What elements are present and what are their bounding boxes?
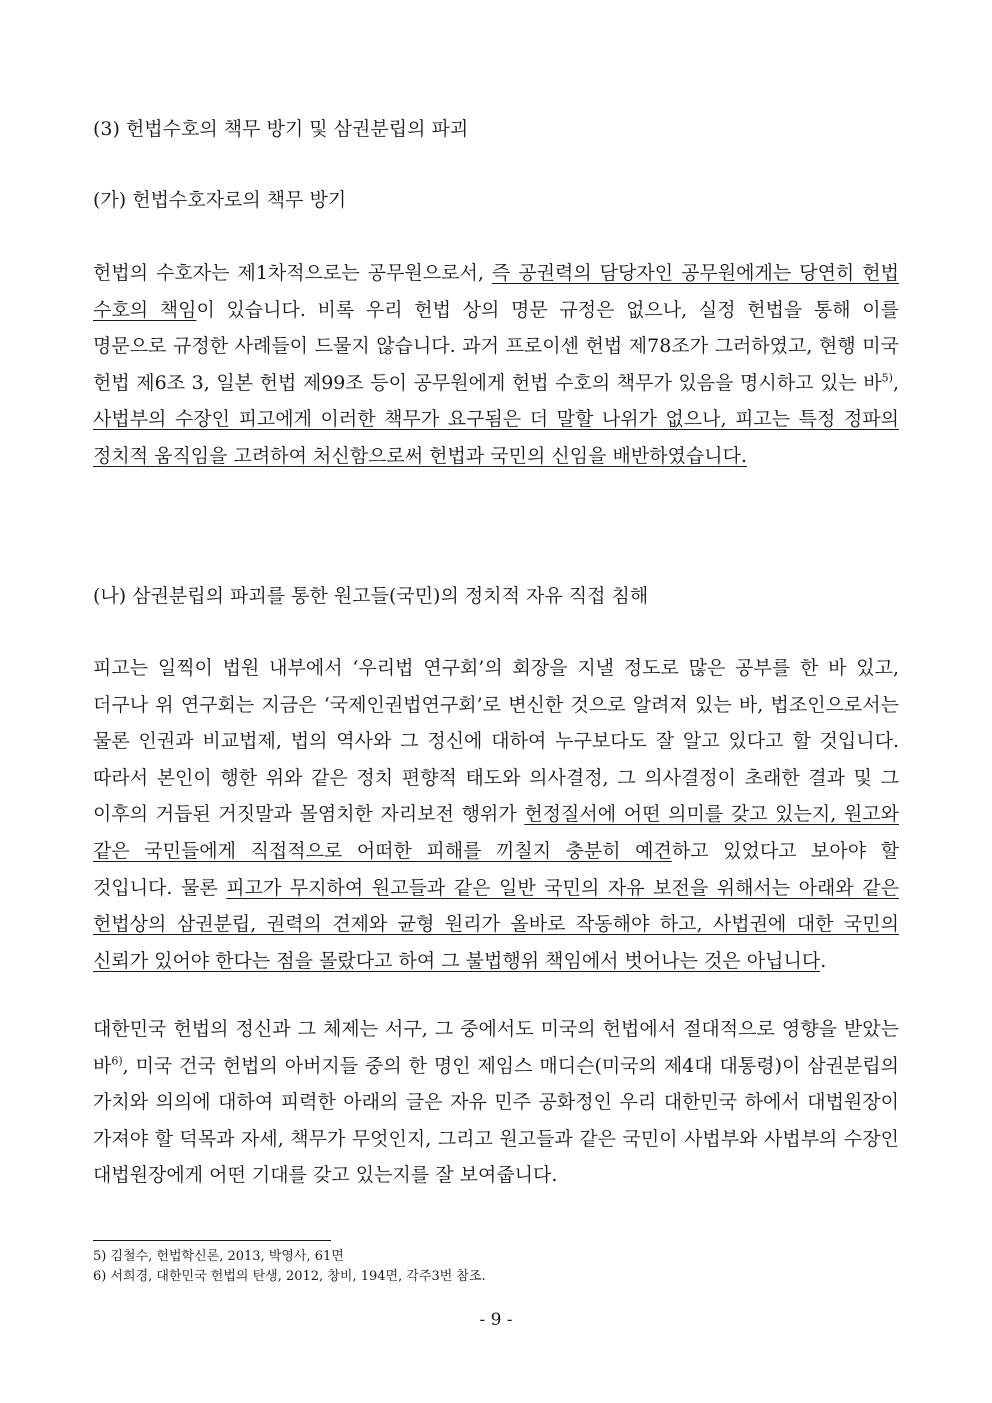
section-heading: (3) 헌법수호의 책무 방기 및 삼권분립의 파괴 <box>93 118 469 140</box>
p2-text-1: 피고는 일찍이 법원 내부에서 ‘우리법 연구회’의 회장을 지낼 정도로 많은 공부를 한 바 있고, 더구나 위 연구회는 지금은 ‘국제인권법연구회’로 변신한 것으로 알려져 있는 바, 법조인으로서는 물론 인권과 비교법제, 법의 역사와 그 정신에 대하여 누구보다도 잘 알고 있다고 할 것입니다. 따라서 본인이 행한 위와 같은 정치 편향적 태도와 의사결정, 그 의사결정이 초래한 결과 및 그 이후의 거듭된 거짓말과 몰염치한 자리보전 행위가 <box>93 657 899 826</box>
p1-text-1: 헌법의 수호자는 제1차적으로는 공무원으로서, <box>93 262 492 284</box>
paragraph-3 <box>93 1011 899 1194</box>
p1-text-2: 이 있습니다. 비록 우리 헌법 상의 명문 규정은 없으나, 실정 헌법을 통해 이를 명문으로 규정한 사례들이 드물지 않습니다. 과거 프로이센 헌법 제78조가 그러하였고, 현행 미국 헌법 제6조 3, 일본 헌법 제99조 등이 공무원에게 헌법 수호의 책무가 있음을 명시하고 있는 바 <box>93 298 899 394</box>
paragraph-1 <box>93 255 899 475</box>
footnote-ref-6: 6) <box>111 1054 123 1068</box>
p1-underlined-1: 즉 공권력의 담당자인 공무원에게는 당연히 헌법 수호의 책임 <box>93 262 900 321</box>
footnote-5: 5) 김철수, 헌법학신론, 2013, 박영사, 61면 <box>93 1249 344 1264</box>
paragraph-2 <box>93 650 899 979</box>
p2-text-2: 하고 있었다고 보아야 할 것입니다. 물론 <box>93 839 899 899</box>
p2-text-3: . <box>820 949 827 972</box>
p1-text-3: , <box>892 371 899 394</box>
p2-underlined-2: 피고가 무지하여 원고들과 같은 일반 국민의 자유 보전을 위해서는 아래와 같은 헌법상의 삼권분립, 권력의 견제와 균형 원리가 올바로 작동해야 하고, 사법권에 대한 국민의 신뢰가 있어야 한다는 점을 몰랐다고 하여 그 불법행위 책임에서 벗어나는 것은 아닙니다 <box>93 876 899 972</box>
footnote-6: 6) 서희경, 대한민국 헌법의 탄생, 2012, 창비, 194면, 각주3번 참조. <box>93 1269 486 1284</box>
p1-underlined-2: 사법부의 수장인 피고에게 이러한 책무가 요구됨은 더 말할 나위가 없으나, 피고는 특정 정파의 정치적 움직임을 고려하여 처신함으로써 헌법과 국민의 신임을 배반하였습니다. <box>93 408 899 467</box>
p2-underlined-1: 헌정질서에 어떤 의미를 갖고 있는지, 원고와 같은 국민들에게 직접적으로 어떠한 피해를 끼칠지 충분히 예견 <box>93 803 899 862</box>
page-number: - 9 - <box>479 1310 513 1330</box>
p3-text-2: , 미국 건국 헌법의 아버지들 중의 한 명인 제임스 매디슨(미국의 제4대 대통령)이 삼권분립의 가치와 의의에 대하여 피력한 아래의 글은 자유 민주 공화정인 우리 대한민국 하에서 대법원장이 가져야 할 덕목과 자세, 책무가 무엇인지, 그리고 원고들과 같은 국민이 사법부와 사법부의 수장인 대법원장에게 어떤 기대를 갖고 있는지를 잘 보여줍니다. <box>93 1054 899 1187</box>
subsection-heading-a: (가) 헌법수호자로의 책무 방기 <box>93 189 347 211</box>
footnote-ref-5: 5) <box>881 371 893 385</box>
p3-text-1: 대한민국 헌법의 정신과 그 체제는 서구, 그 중에서도 미국의 헌법에서 절대적으로 영향을 받았는 바 <box>93 1018 899 1077</box>
subsection-heading-b: (나) 삼권분립의 파괴를 통한 원고들(국민)의 정치적 자유 직접 침해 <box>93 585 649 607</box>
footnote-separator <box>93 1240 331 1241</box>
